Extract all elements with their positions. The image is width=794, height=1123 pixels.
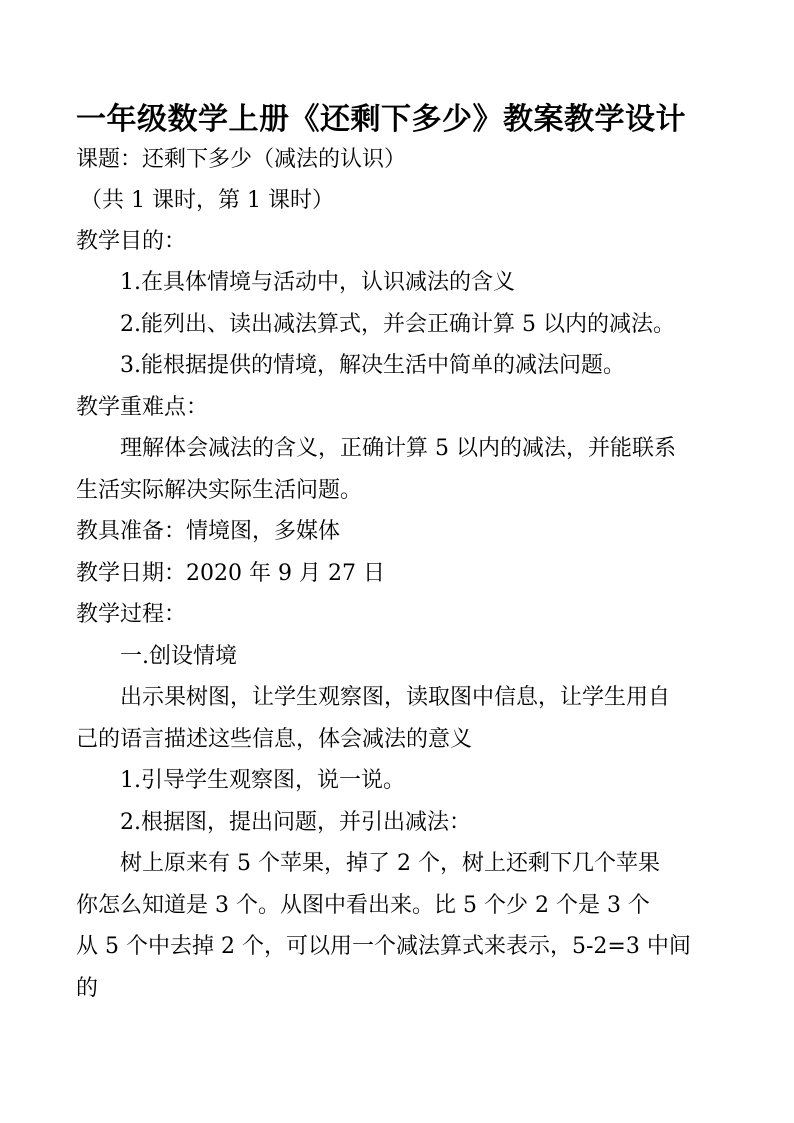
step-item-2: 2.根据图，提出问题，并引出减法： [120, 810, 471, 835]
key-points-text-1: 理解体会减法的含义，正确计算 5 以内的减法，并能联系 [120, 436, 676, 461]
paragraph-line: 的 [76, 976, 99, 1001]
objective-item-3: 3.能根据提供的情境，解决生活中简单的减法问题。 [120, 353, 625, 378]
paragraph-line: 你怎么知道是 3 个。从图中看出来。比 5 个少 2 个是 3 个 [76, 893, 650, 918]
objectives-heading: 教学目的： [76, 229, 187, 254]
date-line: 教学日期：2020 年 9 月 27 日 [76, 561, 385, 586]
paragraph-line: 己的语言描述这些信息，体会减法的意义 [76, 727, 473, 752]
objective-item-2: 2.能列出、读出减法算式，并会正确计算 5 以内的减法。 [120, 312, 675, 337]
process-heading: 教学过程： [76, 602, 187, 627]
lesson-count-line: （共 1 课时，第 1 课时） [80, 188, 334, 213]
topic-line: 课题：还剩下多少（减法的认识） [76, 147, 407, 172]
paragraph-line: 出示果树图，让学生观察图，读取图中信息，让学生用自 [120, 685, 671, 710]
section-heading-1: 一.创设情境 [120, 644, 237, 669]
paragraph-line: 从 5 个中去掉 2 个，可以用一个减法算式来表示，5-2=3 中间 [76, 934, 691, 959]
key-points-text-2: 生活实际解决实际生活问题。 [76, 478, 363, 503]
key-points-heading: 教学重难点： [76, 395, 209, 420]
paragraph-line: 树上原来有 5 个苹果，掉了 2 个，树上还剩下几个苹果 [120, 851, 660, 876]
objective-item-1: 1.在具体情境与活动中，认识减法的含义 [120, 270, 515, 295]
step-item-1: 1.引导学生观察图，说一说。 [120, 768, 405, 793]
document-title: 一年级数学上册《还剩下多少》教案教学设计 [76, 102, 686, 137]
materials-line: 教具准备：情境图，多媒体 [76, 519, 341, 544]
